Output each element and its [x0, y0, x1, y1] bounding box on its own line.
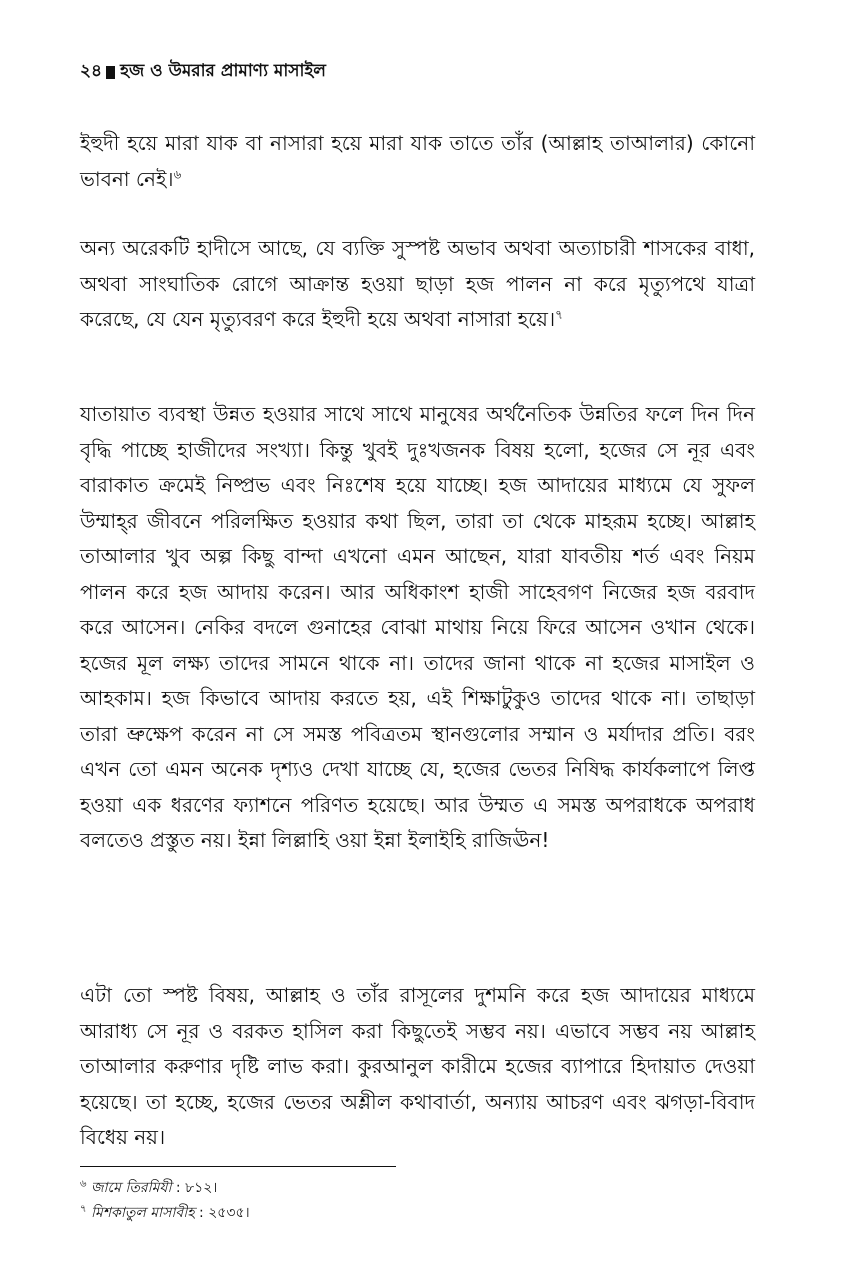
footnote-source: জামে তিরমিযী [90, 1180, 172, 1196]
footnote-7 [80, 1203, 250, 1223]
book-title: হজ ও উমরার প্রামাণ্য মাসাইল [120, 61, 326, 81]
footnote-mark: ৬ [80, 1178, 87, 1190]
paragraph-3-text: যাতায়াত ব্যবস্থা উন্নত হওয়ার সাথে সাথে মানুষের অর্থনৈতিক উন্নতির ফলে দিন দিন বৃদ্ধি পাচ্ছে হাজীদের সংখ্যা। কিন্তু খুবই দুঃখজনক বিষয় হলো, হজের সে নূর এবং বারাকাত ক্রমেই নিষ্প্রভ এবং নিঃশেষ হয়ে যাচ্ছে। হজ আদায়ের মাধ্যমে যে সুফল উম্মাহ্‌র জীবনে পরিলক্ষিত হওয়ার কথা ছিল, তারা তা থেকে মাহরূম হচ্ছে। আল্লাহ তাআলার খুব অল্প কিছু বান্দা এখনো এমন আছেন, যারা যাবতীয় শর্ত এবং নিয়ম পালন করে হজ আদায় করেন। আর অধিকাংশ হাজী সাহেবগণ নিজের হজ বরবাদ করে আসেন। নেকির বদলে গুনাহের বোঝা মাথায় নিয়ে ফিরে আসেন ওখান থেকে। হজের মূল লক্ষ্য তাদের সামনে থাকে না। তাদের জানা থাকে না হজের মাসাইল ও আহকাম। হজ কিভাবে আদায় করতে হয়, এই শিক্ষাটুকুও তাদের থাকে না। তাছাড়া তারা ভ্রুক্ষেপ করেন না সে সমস্ত পবিত্রতম স্থানগুলোর সম্মান ও মর্যাদার প্রতি। বরং এখন তো এমন অনেক দৃশ্যও দেখা যাচ্ছে যে, হজের ভেতর নিষিদ্ধ কার্যকলাপে লিপ্ত হওয়া এক ধরণের ফ্যাশনে পরিণত হয়েছে। আর উম্মত এ সমস্ত অপরাধকে অপরাধ বলতেও প্রস্তুত নয়। ইন্না লিল্লাহি ওয়া ইন্না ইলাইহি রাজিঊন! [80, 402, 755, 852]
footnote-divider [80, 1166, 396, 1167]
paragraph-3 [80, 397, 755, 859]
page-number: ২৪ [80, 61, 103, 81]
footnote-ref-6[interactable]: ৬ [173, 166, 182, 181]
footnote-source: মিশকাতুল মাসাবীহ [90, 1205, 195, 1221]
footnote-ref-7[interactable]: ৭ [555, 307, 563, 322]
running-header [80, 58, 326, 86]
footnote-value: : ২৫৩৫। [194, 1205, 250, 1221]
square-bullet-icon [106, 66, 115, 79]
paragraph-2 [80, 231, 755, 338]
footnote-6 [80, 1178, 217, 1198]
paragraph-1-text: ইহুদী হয়ে মারা যাক বা নাসারা হয়ে মারা যাক তাতে তাঁর (আল্লাহ তাআলার) কোনো ভাবনা নেই। [80, 131, 755, 191]
footnote-mark: ৭ [80, 1203, 87, 1215]
paragraph-4-text: এটা তো স্পষ্ট বিষয়, আল্লাহ ও তাঁর রাসূলের দুশমনি করে হজ আদায়ের মাধ্যমে আরাধ্য সে নূর ও বরকত হাসিল করা কিছুতেই সম্ভব নয়। এভাবে সম্ভব নয় আল্লাহ তাআলার করুণার দৃষ্টি লাভ করা। কুরআনুল কারীমে হজের ব্যাপারে হিদায়াত দেওয়া হয়েছে। তা হচ্ছে, হজের ভেতর অশ্লীল কথাবার্তা, অন্যায় আচরণ এবং ঝগড়া-বিবাদ বিধেয় নয়। [80, 983, 755, 1149]
paragraph-4 [80, 978, 755, 1156]
footnote-value: : ৮১২। [171, 1180, 218, 1196]
paragraph-1 [80, 126, 755, 197]
paragraph-2-text: অন্য অরেকটি হাদীসে আছে, যে ব্যক্তি সুস্পষ্ট অভাব অথবা অত্যাচারী শাসকের বাধা, অথবা সাংঘাতিক রোগে আক্রান্ত হওয়া ছাড়া হজ পালন না করে মৃত্যুপথে যাত্রা করেছে, যে যেন মৃত্যুবরণ করে ইহুদী হয়ে অথবা নাসারা হয়ে। [80, 236, 755, 331]
